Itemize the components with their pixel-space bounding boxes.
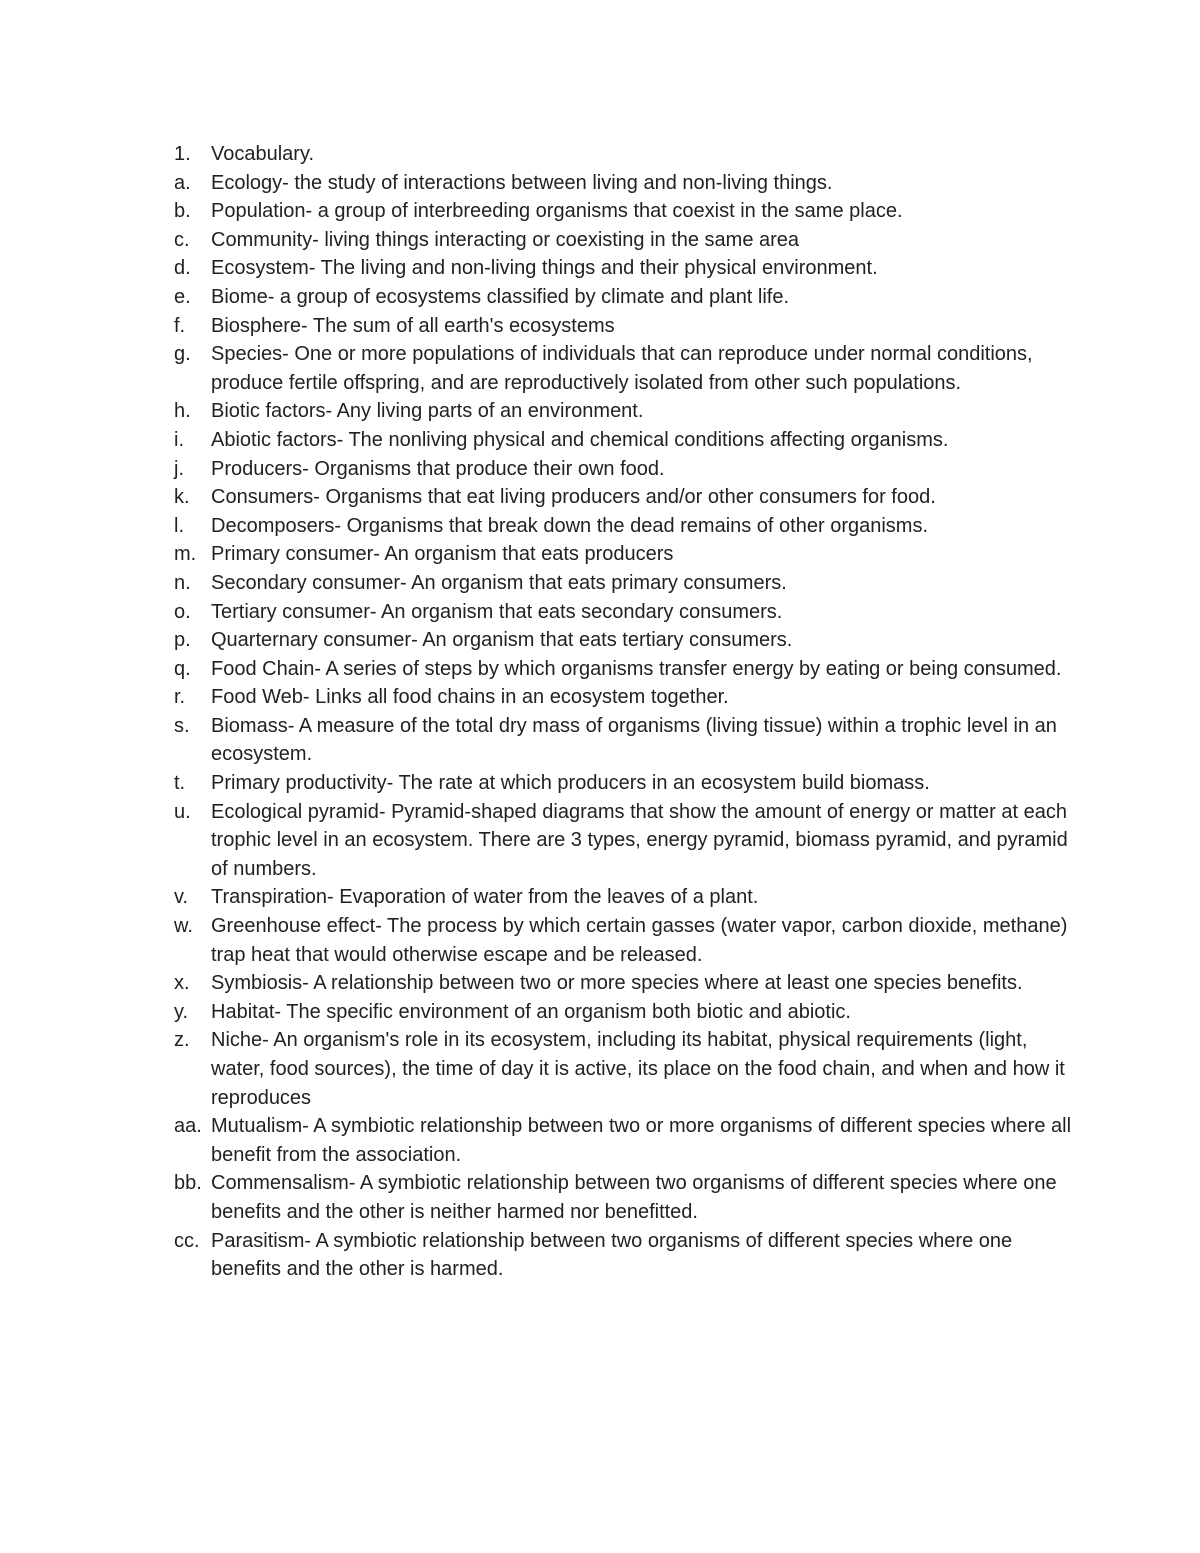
list-item bbox=[174, 626, 1074, 655]
definition-text: Ecological pyramid- Pyramid-shaped diagrams that show the amount of energy or matter at each trophic level in an ecosystem. There are 3 types, energy pyramid, biomass pyramid, and pyramid of numbers. bbox=[211, 800, 1068, 880]
list-marker: o. bbox=[174, 600, 191, 623]
definition-text: Primary consumer- An organism that eats producers bbox=[211, 543, 674, 566]
definition-text: Abiotic factors- The nonliving physical and chemical conditions affecting organisms. bbox=[211, 428, 949, 451]
definition-text: Ecology- the study of interactions between living and non-living things. bbox=[211, 171, 833, 194]
list-item bbox=[174, 455, 1074, 484]
definition-text: Food Chain- A series of steps by which organisms transfer energy by eating or being consumed. bbox=[211, 657, 1062, 680]
list-marker: u. bbox=[174, 800, 191, 823]
list-marker: t. bbox=[174, 772, 186, 795]
list-heading bbox=[174, 140, 1074, 169]
definition-text: Ecosystem- The living and non-living things and their physical environment. bbox=[211, 257, 878, 280]
list-marker: n. bbox=[174, 571, 191, 594]
list-marker: f. bbox=[174, 314, 186, 337]
list-item bbox=[174, 655, 1074, 684]
definition-text: Decomposers- Organisms that break down the dead remains of other organisms. bbox=[211, 514, 929, 537]
list-marker: e. bbox=[174, 285, 191, 308]
definition-text: Consumers- Organisms that eat living producers and/or other consumers for food. bbox=[211, 486, 936, 509]
list-marker: p. bbox=[174, 629, 191, 652]
list-item bbox=[174, 598, 1074, 627]
definition-text: Transpiration- Evaporation of water from the leaves of a plant. bbox=[211, 886, 759, 909]
list-marker: c. bbox=[174, 228, 190, 251]
list-marker: b. bbox=[174, 200, 191, 223]
definition-text: Quarternary consumer- An organism that eats tertiary consumers. bbox=[211, 629, 793, 652]
list-marker: g. bbox=[174, 343, 191, 366]
list-marker: s. bbox=[174, 714, 190, 737]
list-item bbox=[174, 769, 1074, 798]
definition-text: Species- One or more populations of individuals that can reproduce under normal conditions, produce fertile offspring, and are reproductively isolated from other such populations. bbox=[211, 343, 1033, 394]
list-item bbox=[174, 1112, 1074, 1169]
list-item bbox=[174, 712, 1074, 769]
definition-text: Food Web- Links all food chains in an ecosystem together. bbox=[211, 686, 729, 709]
definition-text: Niche- An organism's role in its ecosystem, including its habitat, physical requirements (light, water, food sources), the time of day it is active, its place on the food chain, and when and how it reproduces bbox=[211, 1029, 1065, 1109]
list-item bbox=[174, 683, 1074, 712]
list-item bbox=[174, 540, 1074, 569]
list-marker: q. bbox=[174, 657, 191, 680]
list-marker: y. bbox=[174, 1000, 189, 1023]
definition-text: Symbiosis- A relationship between two or more species where at least one species benefits. bbox=[211, 972, 1023, 995]
vocabulary-list bbox=[174, 140, 1074, 1284]
list-heading-text: Vocabulary. bbox=[211, 143, 315, 165]
list-item bbox=[174, 969, 1074, 998]
list-item bbox=[174, 1026, 1074, 1112]
list-marker: k. bbox=[174, 486, 190, 509]
list-item bbox=[174, 169, 1074, 198]
definition-text: Commensalism- A symbiotic relationship between two organisms of different species where one benefits and the other is neither harmed nor benefitted. bbox=[211, 1172, 1057, 1223]
list-marker: bb. bbox=[174, 1172, 202, 1195]
list-marker: x. bbox=[174, 972, 190, 995]
list-marker: h. bbox=[174, 400, 191, 423]
definition-text: Biotic factors- Any living parts of an environment. bbox=[211, 400, 644, 423]
list-marker: aa. bbox=[174, 1115, 202, 1138]
definition-text: Primary productivity- The rate at which producers in an ecosystem build biomass. bbox=[211, 772, 930, 795]
list-item bbox=[174, 798, 1074, 884]
list-item bbox=[174, 283, 1074, 312]
list-marker: m. bbox=[174, 543, 197, 566]
list-marker: i. bbox=[174, 428, 184, 451]
list-item bbox=[174, 883, 1074, 912]
list-marker: 1. bbox=[174, 143, 191, 165]
list-marker: l. bbox=[174, 514, 184, 537]
definition-text: Parasitism- A symbiotic relationship between two organisms of different species where one benefits and the other is harmed. bbox=[211, 1229, 1013, 1281]
list-marker: w. bbox=[174, 915, 193, 938]
definition-text: Mutualism- A symbiotic relationship between two or more organisms of different species where all benefit from the association. bbox=[211, 1115, 1072, 1166]
list-marker: z. bbox=[174, 1029, 190, 1052]
list-marker: a. bbox=[174, 171, 191, 194]
list-item bbox=[174, 254, 1074, 283]
list-item bbox=[174, 1169, 1074, 1226]
list-item bbox=[174, 512, 1074, 541]
definition-text: Biome- a group of ecosystems classified by climate and plant life. bbox=[211, 285, 790, 308]
definition-text: Tertiary consumer- An organism that eats secondary consumers. bbox=[211, 600, 783, 623]
list-item bbox=[174, 998, 1074, 1027]
list-marker: d. bbox=[174, 257, 191, 280]
definition-text: Habitat- The specific environment of an organism both biotic and abiotic. bbox=[211, 1000, 851, 1023]
list-item bbox=[174, 340, 1074, 397]
list-item bbox=[174, 426, 1074, 455]
list-marker: v. bbox=[174, 886, 189, 909]
list-item bbox=[174, 483, 1074, 512]
list-item bbox=[174, 397, 1074, 426]
definition-text: Biomass- A measure of the total dry mass of organisms (living tissue) within a trophic level in an ecosystem. bbox=[211, 714, 1057, 766]
definition-text: Population- a group of interbreeding organisms that coexist in the same place. bbox=[211, 200, 903, 223]
list-item bbox=[174, 312, 1074, 341]
list-item bbox=[174, 1227, 1074, 1284]
definition-text: Greenhouse effect- The process by which certain gasses (water vapor, carbon dioxide, methane) trap heat that would otherwise escape and be released. bbox=[211, 915, 1068, 966]
list-item bbox=[174, 912, 1074, 969]
list-item bbox=[174, 226, 1074, 255]
list-marker: cc. bbox=[174, 1229, 200, 1252]
definition-list bbox=[174, 169, 1074, 1284]
definition-text: Biosphere- The sum of all earth's ecosystems bbox=[211, 314, 615, 337]
definition-text: Community- living things interacting or coexisting in the same area bbox=[211, 228, 800, 251]
definition-text: Producers- Organisms that produce their own food. bbox=[211, 457, 665, 480]
list-item bbox=[174, 569, 1074, 598]
definition-text: Secondary consumer- An organism that eats primary consumers. bbox=[211, 571, 787, 594]
list-marker: j. bbox=[174, 457, 184, 480]
list-marker: r. bbox=[174, 686, 186, 709]
list-item bbox=[174, 197, 1074, 226]
